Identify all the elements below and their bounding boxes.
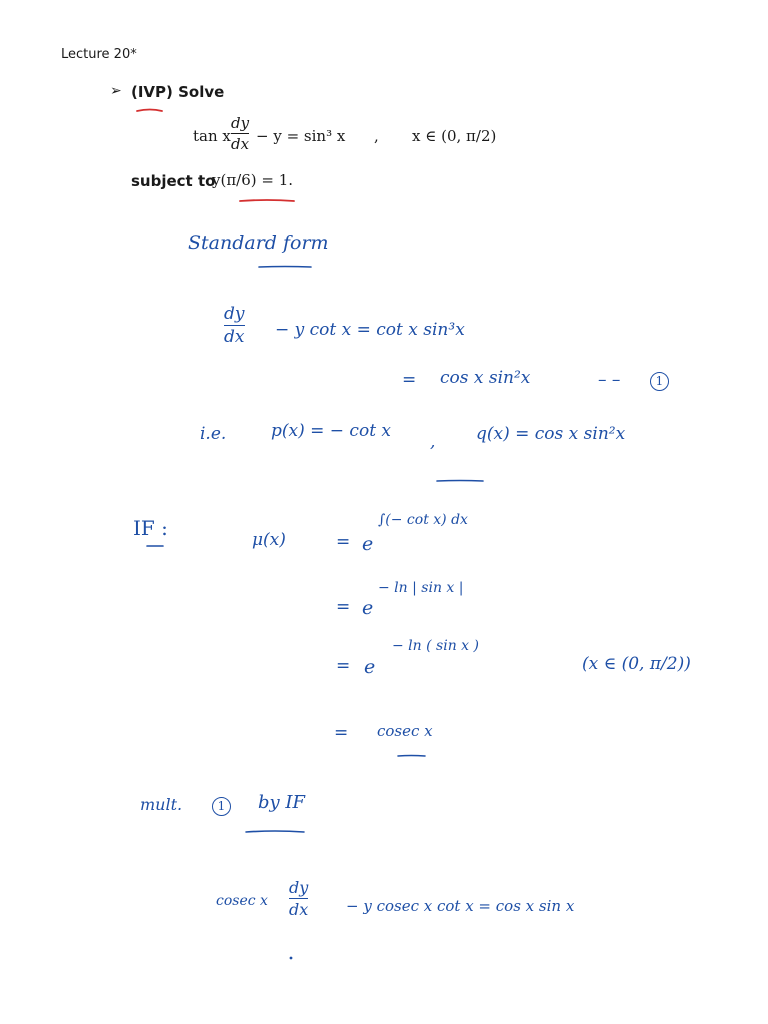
heading-standard-form: Standard form: [188, 232, 329, 254]
ode-rhs: − y = sin³ x: [256, 127, 346, 145]
final-lhs: cosec x: [216, 893, 268, 909]
mult-by-if: by IF: [258, 792, 306, 813]
step1-exponent: ∫(− cot x) dx: [378, 512, 468, 528]
ode-lhs-prefix: tan x: [193, 127, 231, 145]
problem-label: (IVP) Solve: [131, 83, 225, 101]
step1-equals: =: [336, 532, 351, 552]
step3-exponent: − ln ( sin x ): [392, 638, 479, 654]
final-derivative-den: dx: [289, 900, 309, 920]
if-label: IF :: [133, 516, 168, 540]
line2-dash: – –: [598, 370, 621, 390]
stray-ink-dot: [290, 957, 293, 960]
mult-tag-1-label: 1: [212, 797, 231, 816]
line1-derivative-den: dx: [224, 327, 245, 348]
red-underline-condition: [240, 200, 294, 201]
step4-equals: =: [334, 723, 349, 743]
subject-to-label: subject to: [131, 172, 216, 190]
step4-rhs: cosec x: [377, 722, 433, 740]
final-rest: − y cosec x cot x = cos x sin x: [346, 897, 575, 915]
underline-standard-form: [259, 267, 311, 268]
step2-exponent: − ln | sin x |: [378, 580, 464, 596]
final-derivative-num: dy: [289, 878, 309, 897]
step1-base: e: [362, 533, 374, 555]
ode-derivative-num: dy: [231, 114, 250, 132]
line3-q-of-x: q(x) = cos x sin²x: [476, 424, 626, 444]
line1-rest: − y cot x = cot x sin³x: [275, 320, 465, 340]
step2-base: e: [362, 597, 374, 619]
underline-by-if: [246, 831, 304, 832]
bullet-arrow-icon: ➢: [110, 83, 122, 99]
line3-separator: ,: [430, 432, 436, 452]
red-underline-ivp: [137, 110, 162, 112]
step3-base: e: [364, 656, 376, 678]
underline-cosec: [398, 756, 425, 757]
line2-rhs: cos x sin²x: [440, 368, 531, 388]
step3-domain-note: (x ∈ (0, π/2)): [582, 654, 691, 674]
ode-domain: x ∈ (0, π/2): [412, 127, 497, 145]
step2-equals: =: [336, 597, 351, 617]
ode-derivative-den: dx: [231, 135, 250, 154]
underline-p-q: [437, 481, 483, 482]
step3-equals: =: [336, 656, 351, 676]
equation-tag-1-label: 1: [650, 372, 669, 391]
line3-ie: i.e.: [200, 424, 227, 444]
lecture-title: Lecture 20*: [61, 47, 137, 62]
line1-derivative-num: dy: [224, 304, 245, 324]
mu-of-x: μ(x): [252, 530, 286, 550]
ode-comma: ,: [374, 127, 379, 145]
line2-equals: =: [402, 370, 417, 390]
initial-condition: y(π/6) = 1.: [212, 171, 294, 189]
line3-p-of-x: p(x) = − cot x: [271, 421, 392, 441]
mult-label: mult.: [140, 795, 183, 814]
